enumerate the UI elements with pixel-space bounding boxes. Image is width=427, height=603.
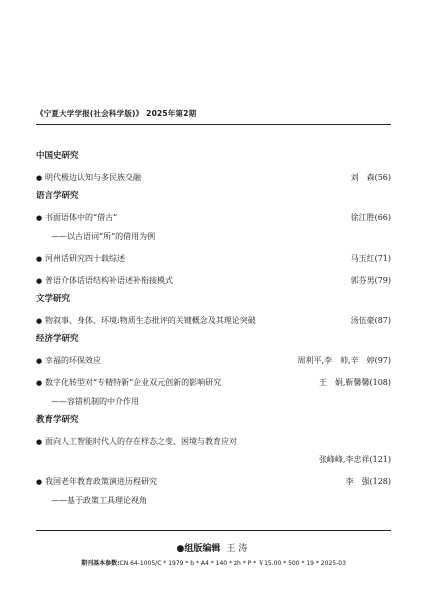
black-circle-bullet-icon: ● (36, 214, 43, 222)
params-value: CN 64-1005/C * 1979 * b * A4 * 140 * zh * P * ￥15.00 * 500 * 19 * 2025-03 (119, 560, 346, 567)
entry-author-page: 刘 森(56) (350, 173, 391, 182)
entry-title: 河州话研究四十载综述 (45, 254, 125, 263)
entry-title: 面向人工智能时代人的存在样态之变、困境与教育应对 (45, 437, 237, 446)
journal-header: 《宁夏大学学报(社会科学版)》 2025年第2期 (36, 109, 197, 118)
entry-title: 物叙事、身体、环境:物质生态批评的关键概念及其理论突破 (45, 316, 256, 325)
entry-author-page: 马玉红(71) (350, 254, 391, 263)
black-circle-bullet-icon: ● (36, 255, 43, 263)
entry-author-page: 郭芬男(79) (350, 276, 391, 285)
table-of-contents (36, 150, 391, 507)
black-circle-bullet-icon: ● (36, 438, 43, 446)
entry-title: 幸福的环保效应 (45, 356, 101, 365)
entry-subtitle: ——容错机制的中介作用 (51, 397, 139, 406)
entry-subtitle: ——基于政策工具理论视角 (51, 496, 147, 505)
editor-bullet: ● (176, 544, 185, 554)
footer-rule (36, 530, 391, 531)
params-label: 期刊基本参数: (81, 560, 120, 567)
editor-label: 组版编辑 (184, 544, 221, 554)
editor-name: 王涛 (226, 544, 251, 554)
section-title: 经济学研究 (36, 334, 79, 344)
entry-title: 数字化转型对“专精特新”企业双元创新的影响研究 (45, 378, 222, 387)
entry-author-page: 李 强(128) (345, 477, 391, 486)
toc-entry (36, 435, 391, 448)
black-circle-bullet-icon: ● (36, 174, 43, 182)
journal-parameters (0, 558, 427, 567)
header-rule (36, 124, 391, 125)
black-circle-bullet-icon: ● (36, 357, 43, 365)
entry-author-page: 徐江胜(66) (350, 213, 391, 222)
toc-entry (36, 252, 391, 265)
editor-credit (0, 541, 427, 554)
section-title: 文学研究 (36, 294, 71, 304)
toc-entry (36, 274, 391, 287)
section-title: 教育学研究 (36, 415, 79, 425)
section-title: 中国史研究 (36, 151, 79, 161)
black-circle-bullet-icon: ● (36, 379, 43, 387)
entry-author-page: 王 娟,靳馨馨(108) (318, 378, 391, 387)
toc-entry (36, 314, 391, 327)
toc-entry (36, 171, 391, 184)
entry-title: 明代极边认知与多民族交融 (45, 173, 141, 182)
entry-author-page: 张峰峰,李忠祥(121) (318, 455, 391, 464)
black-circle-bullet-icon: ● (36, 478, 43, 486)
entry-title: 我国老年教育政策演进历程研究 (45, 477, 157, 486)
entry-author-page: 周利平,李 帅,辛 婷(97) (297, 356, 391, 365)
toc-entry (36, 475, 391, 488)
black-circle-bullet-icon: ● (36, 317, 43, 325)
toc-entry (36, 211, 391, 224)
entry-title: 普语介体话语结构补语述补衔接模式 (45, 276, 173, 285)
toc-entry (36, 354, 391, 367)
entry-subtitle: ——以古语词“所”的借用为例 (51, 232, 156, 241)
section-title: 语言学研究 (36, 191, 79, 201)
entry-author-page: 汤伍豪(87) (350, 316, 391, 325)
toc-entry (36, 376, 391, 389)
entry-title: 书面语体中的“借古” (45, 213, 118, 222)
black-circle-bullet-icon: ● (36, 277, 43, 285)
